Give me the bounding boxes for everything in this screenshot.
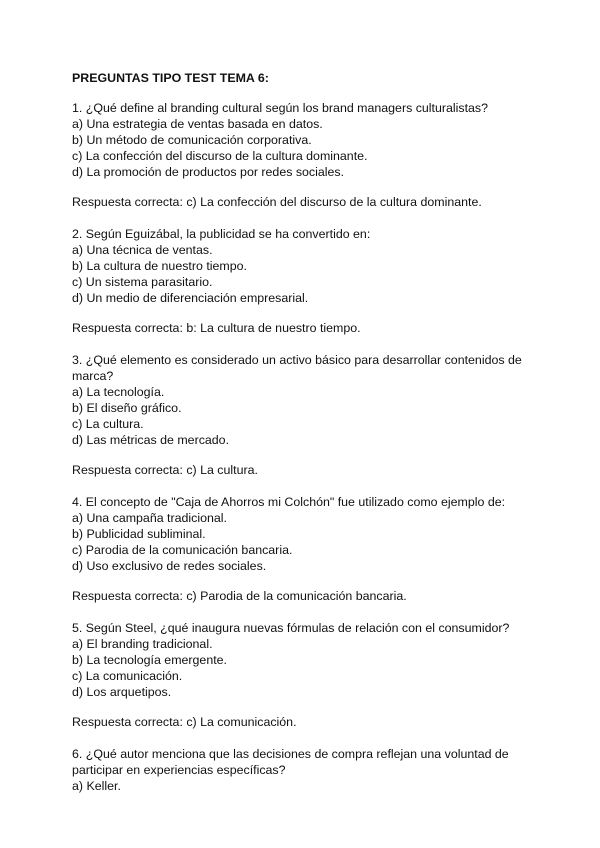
correct-answer: Respuesta correcta: c) La cultura. [72,463,258,477]
answer-option: a) Una campaña tradicional. [72,511,227,525]
answer-option: c) Parodia de la comunicación bancaria. [72,543,293,557]
answer-option: d) Uso exclusivo de redes sociales. [72,559,267,573]
question-block [72,352,560,478]
correct-answer: Respuesta correcta: c) La confección del discurso de la cultura dominante. [72,195,482,209]
question-text: 1. ¿Qué define al branding cultural según los brand managers culturalistas? [72,101,489,115]
question-text: 6. ¿Qué autor menciona que las decisiones de compra reflejan una voluntad de [72,747,509,761]
question-block [72,100,560,210]
question-text: 4. El concepto de "Caja de Ahorros mi Colchón" fue utilizado como ejemplo de: [72,495,506,509]
answer-option: a) La tecnología. [72,385,165,399]
question-text: 5. Según Steel, ¿qué inaugura nuevas fórmulas de relación con el consumidor? [72,621,510,635]
answer-option: c) La confección del discurso de la cultura dominante. [72,149,368,163]
answer-option: d) La promoción de productos por redes sociales. [72,165,345,179]
answer-option: b) La tecnología emergente. [72,653,227,667]
answer-option: d) Un medio de diferenciación empresarial. [72,291,309,305]
answer-option: b) La cultura de nuestro tiempo. [72,259,247,273]
question-text: participar en experiencias específicas? [72,763,286,777]
answer-option: c) Un sistema parasitario. [72,275,213,289]
answer-option: b) Un método de comunicación corporativa. [72,133,312,147]
answer-option: d) Las métricas de mercado. [72,433,230,447]
question-text: 3. ¿Qué elemento es considerado un activo básico para desarrollar contenidos de [72,353,522,367]
question-block [72,620,560,730]
question-block [72,494,560,604]
correct-answer: Respuesta correcta: b: La cultura de nuestro tiempo. [72,321,361,335]
answer-option: c) La comunicación. [72,669,183,683]
answer-option: c) La cultura. [72,417,144,431]
answer-option: b) Publicidad subliminal. [72,527,206,541]
answer-option: a) Una estrategia de ventas basada en datos. [72,117,323,131]
question-text: marca? [72,369,114,383]
question-block [72,226,560,336]
answer-option: b) El diseño gráfico. [72,401,182,415]
answer-option: a) Keller. [72,779,121,793]
question-text: 2. Según Eguizábal, la publicidad se ha convertido en: [72,227,371,241]
question-block [72,746,560,794]
correct-answer: Respuesta correcta: c) Parodia de la comunicación bancaria. [72,589,407,603]
page-title: PREGUNTAS TIPO TEST TEMA 6: [72,71,269,85]
answer-option: a) El branding tradicional. [72,637,213,651]
correct-answer: Respuesta correcta: c) La comunicación. [72,715,297,729]
questions-list [72,100,560,794]
answer-option: a) Una técnica de ventas. [72,243,213,257]
answer-option: d) Los arquetipos. [72,685,172,699]
